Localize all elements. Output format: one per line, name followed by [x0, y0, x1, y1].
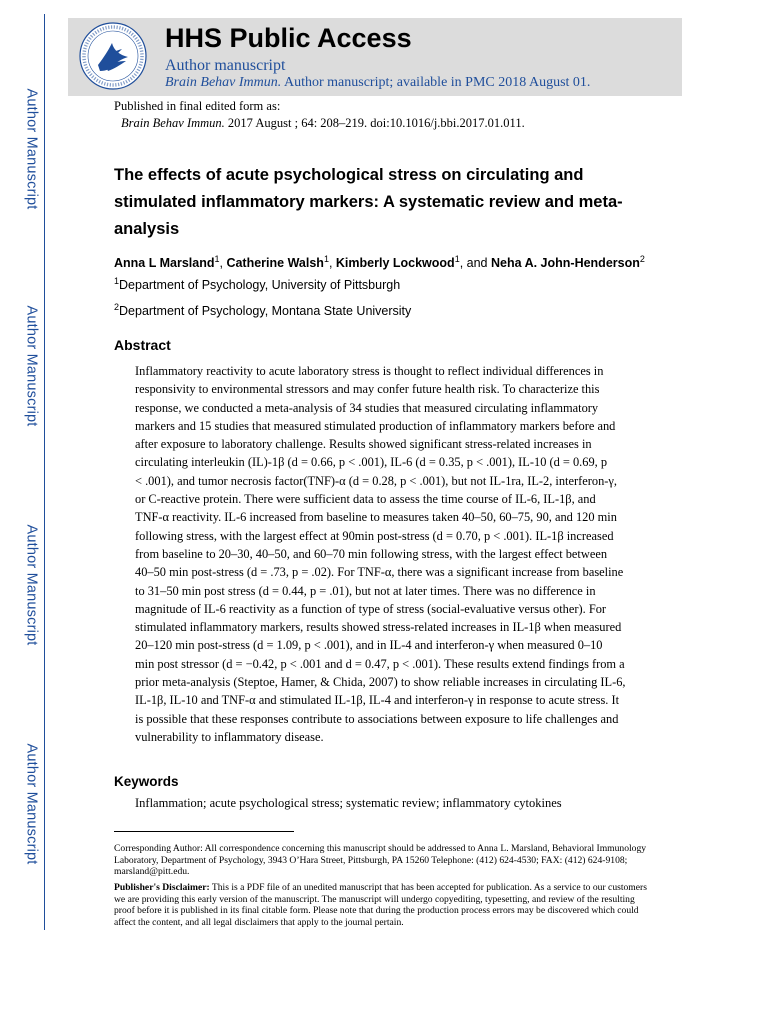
abstract-line: Inflammatory reactivity to acute laboratory stress is thought to reflect individual differences in [135, 364, 604, 378]
abstract-line: min post stressor (d = −0.42, p < .001 and d = 0.47, p < .001). These results extend findings from a [135, 656, 625, 671]
hhs-eagle-seal-icon [78, 21, 148, 91]
margin-rule [44, 14, 45, 930]
author-list: Anna L Marsland$^1$, Catherine Walsh$^1$, Kimberly Lockwood$^1$, and Neha A. John-Henderson$^2$ [114, 253, 645, 270]
abstract-line: markers and 15 studies that measured stimulated production of inflammatory markers before and [135, 418, 616, 433]
abstract-line: TNF-α reactivity. IL-6 increased from baseline to measures taken 40–50, 60–75, 90, and 120 min [135, 510, 617, 525]
abstract-line: < .001), and tumor necrosis factor(TNF)-α (d = 0.28, p < .001), but not IL-1ra, IL-2, interferon-γ, [135, 473, 617, 488]
abstract-line: from baseline to 20–30, 40–50, and 60–70 min following stress, with the largest effect between [135, 546, 608, 561]
publisher-disclaimer: Publisher's Disclaimer: This is a PDF file of an unedited manuscript that has been accepted for publication. As a service to our customers we are providing this early version of the manuscript. The manuscript will undergo copyediting, typesetting, and review of the resulting proof before it is published in its final citable form. Please note that during the production process errors may be discovered which could affect the content, and all legal disclaimers that apply to the journal pertain. [114, 882, 647, 928]
citation-line: Brain Behav Immun. 2017 August ; 64: 208–219. doi:10.1016/j.bbi.2017.01.011. [121, 116, 525, 130]
abstract-line: to 31–50 min post stress (d = 0.44, p = .01), but not at later times. There was no difference in [135, 583, 596, 598]
author-name: Kimberly Lockwood [335, 256, 455, 270]
abstract-line: following stress, with the largest effect at 90min post-stress (d = 0.70, p < .001). IL-1β increased [135, 528, 614, 543]
abstract-line: circulating interleukin (IL)-1β (d = 0.66, p < .001), IL-6 (d = 0.35, p < .001), IL-10 (d = 0.69, p [135, 455, 608, 470]
hhs-public-access-title: HHS Public Access [165, 23, 412, 53]
keywords-heading: Keywords [114, 774, 179, 789]
abstract-line: 20–120 min post-stress (d = 1.09, p < .001), and in IL-4 and interferon-γ when measured 0–10 [135, 638, 603, 653]
corresponding-author-note: Corresponding Author: All correspondence concerning this manuscript should be addressed to Anna L. Marsland, Behavioral Immunology Laboratory, Department of Psychology, 3943 O’Hara Street, Pittsburgh, PA 15260 Telephone: (412) 624-4530; FAX: (412) 624-9108; marsland@pitt.edu. [114, 843, 647, 877]
author-manuscript-side-label: Author Manuscript [24, 743, 41, 865]
footnote-divider [114, 831, 294, 832]
abstract-line: 40–50 min post-stress (d = .73, p = .02). For TNF-α, there was a significant increase from baseline [135, 565, 624, 580]
author-name: Anna L Marsland [114, 256, 215, 270]
published-in-label: Published in final edited form as: [114, 99, 281, 113]
author-manuscript-side-label: Author Manuscript [24, 305, 41, 427]
abstract-line: or C-reactive protein. There were sufficient data to assess the time course of IL-6, IL-1β, and [135, 492, 596, 507]
abstract-line: responsivity to environmental stressors and may confer future health risk. To characterize this [135, 382, 600, 397]
author-manuscript-label: Author manuscript [165, 57, 286, 74]
author-manuscript-side-label: Author Manuscript [24, 88, 41, 210]
abstract-body [135, 362, 635, 746]
affiliation: $^2$Department of Psychology, Montana State University [114, 301, 412, 318]
abstract-line: is possible that these responses contribute to associations between exposure to life challenges and [135, 711, 619, 726]
author-name: Catherine Walsh [226, 256, 324, 270]
author-manuscript-side-label: Author Manuscript [24, 524, 41, 646]
keywords-text: Inflammation; acute psychological stress; systematic review; inflammatory cytokines [135, 796, 562, 810]
abstract-line: magnitude of IL-6 reactivity as a function of type of stress (social-evaluative versus other). For [135, 601, 607, 616]
abstract-line: stimulated inflammatory markers, results showed stress-related increases in IL-1β when measured [135, 620, 622, 635]
article-title: The effects of acute psychological stress on circulating and stimulated inflammatory markers: A systematic review and meta-analysis [114, 166, 623, 238]
abstract-line: vulnerability to inflammatory disease. [135, 729, 324, 744]
abstract-line: prior meta-analysis (Steptoe, Hamer, & Chida, 2007) to show reliable increases in circulating IL-6, [135, 675, 626, 690]
affiliation: $^1$Department of Psychology, University of Pittsburgh [114, 275, 401, 292]
abstract-heading: Abstract [114, 337, 171, 353]
author-name: Neha A. John-Henderson [491, 256, 640, 270]
abstract-line: response, we conducted a meta-analysis of 34 studies that measured circulating inflammatory [135, 400, 599, 415]
availability-line: Brain Behav Immun. Author manuscript; available in PMC 2018 August 01. [165, 75, 591, 90]
abstract-line: after exposure to laboratory challenge. Results showed significant stress-related increases in [135, 437, 592, 452]
abstract-line: IL-1β, IL-10 and TNF-α and stimulated IL-1β, IL-4 and interferon-γ in response to acute stress. It [135, 693, 620, 708]
